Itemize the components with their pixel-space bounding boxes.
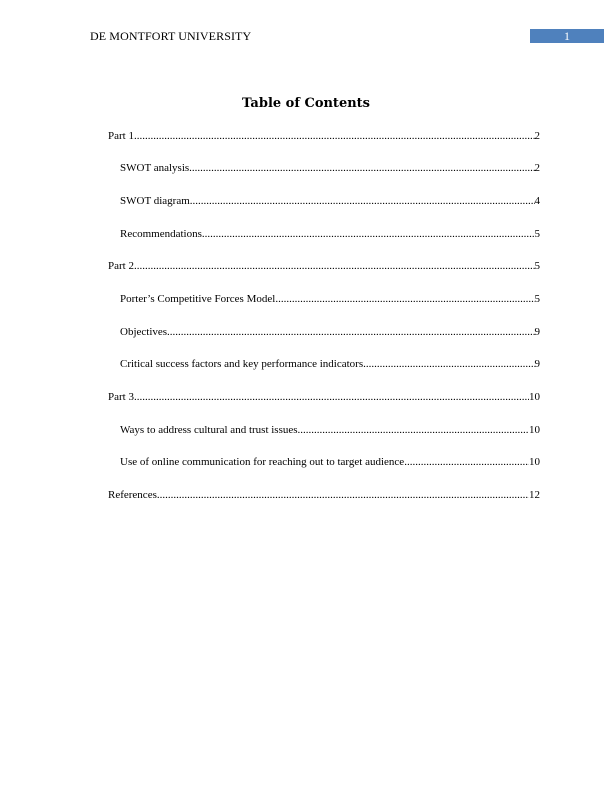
toc-entry-label: References <box>108 489 157 501</box>
toc-entry-label: SWOT diagram <box>120 195 190 207</box>
toc-dot-leader <box>190 195 535 208</box>
toc-entry-part-2[interactable] <box>108 260 540 273</box>
toc-dot-leader <box>167 326 534 339</box>
toc-entry-page: 5 <box>534 293 540 305</box>
toc-entry-page: 2 <box>534 130 540 142</box>
toc-entry-page: 10 <box>529 456 540 468</box>
toc-entry-page: 5 <box>534 228 540 240</box>
toc-entry-porters-model[interactable] <box>120 293 540 306</box>
toc-entry-page: 9 <box>534 326 540 338</box>
toc-dot-leader <box>202 228 535 241</box>
toc-dot-leader <box>404 456 529 469</box>
toc-entry-recommendations[interactable] <box>120 228 540 241</box>
toc-dot-leader <box>298 424 529 437</box>
toc-dot-leader <box>134 391 529 404</box>
toc-dot-leader <box>275 293 534 306</box>
toc-entry-swot-diagram[interactable] <box>120 195 540 208</box>
toc-dot-leader <box>157 489 529 502</box>
toc-entry-page: 4 <box>534 195 540 207</box>
toc-entry-label: Objectives <box>120 326 168 338</box>
toc-dot-leader <box>134 130 535 143</box>
toc-entry-part-1[interactable] <box>108 130 540 143</box>
toc-dot-leader <box>134 260 535 273</box>
toc-entry-page: 5 <box>534 260 540 272</box>
toc-entry-page: 2 <box>534 162 540 174</box>
toc-entry-page: 12 <box>529 489 540 501</box>
toc-entry-label: Porter’s Competitive Forces Model <box>120 293 276 305</box>
toc-entry-page: 10 <box>529 424 540 436</box>
toc-entry-online-communication[interactable] <box>120 456 540 469</box>
toc-dot-leader <box>363 358 534 371</box>
toc-entry-swot-analysis[interactable] <box>120 162 540 175</box>
toc-entry-part-3[interactable] <box>108 391 540 404</box>
toc-entry-cultural-trust[interactable] <box>120 424 540 437</box>
toc-entry-label: Part 3 <box>108 391 134 403</box>
toc-entry-label: Part 1 <box>108 130 134 142</box>
toc-entry-label: SWOT analysis <box>120 162 190 174</box>
toc-entry-csf-kpi[interactable] <box>120 358 540 371</box>
toc-entry-label: Ways to address cultural and trust issues <box>120 424 298 436</box>
toc-heading: Table of Contents <box>242 96 370 111</box>
page-number-badge: 1 <box>530 29 604 43</box>
toc-entry-page: 10 <box>529 391 540 403</box>
toc-entry-label: Use of online communication for reaching out to target audience <box>120 456 405 468</box>
toc-entry-references[interactable] <box>108 489 540 502</box>
running-header-title: DE MONTFORT UNIVERSITY <box>90 29 252 43</box>
toc-entry-page: 9 <box>534 358 540 370</box>
toc-entry-label: Critical success factors and key performance indicators <box>120 358 364 370</box>
toc-entry-label: Part 2 <box>108 260 134 272</box>
toc-dot-leader <box>189 162 534 175</box>
toc-entry-objectives[interactable] <box>120 326 540 339</box>
toc-entry-label: Recommendations <box>120 228 202 240</box>
